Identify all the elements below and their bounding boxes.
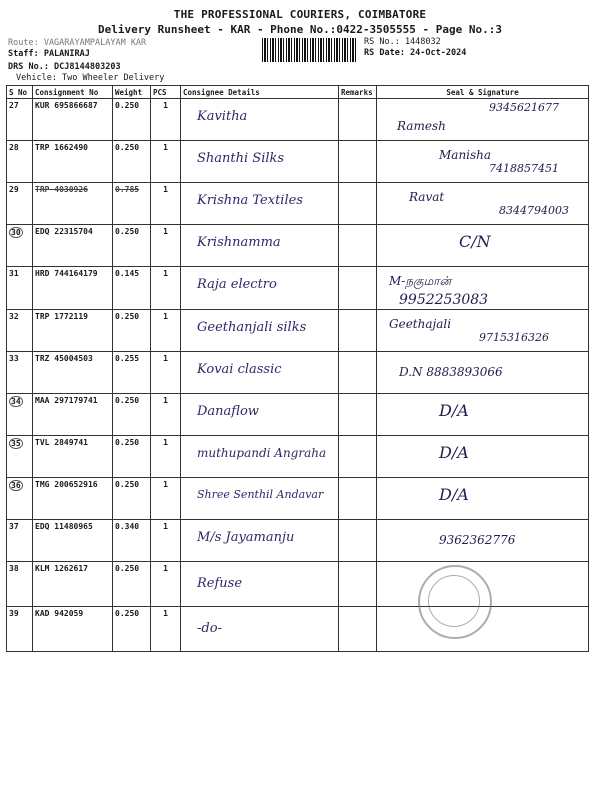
row-signature [377,99,589,141]
company-title: THE PROFESSIONAL COURIERS, COIMBATORE [173,8,427,21]
row-consignee [181,183,339,225]
signature-name: Ramesh [397,119,446,133]
row-sno: 38 [7,562,33,607]
row-remarks [339,352,377,394]
signature-status: D/A [439,485,469,504]
row-consignment: TRP 1772119 [33,310,113,352]
row-pcs: 1 [151,352,181,394]
row-sno: 28 [7,141,33,183]
col-consignment: Consignment No [33,86,113,99]
row-consignment: KAD 942059 [33,607,113,652]
consignee-handwriting: Danaflow [197,404,259,419]
row-signature [377,310,589,352]
drs-number: DRS No.: DCJ8144803203 [8,62,121,72]
table-row [7,225,589,267]
signature-name: Geethajali [389,317,452,331]
signature-phone: 9715316326 [479,331,549,344]
row-pcs: 1 [151,478,181,520]
row-signature [377,394,589,436]
consignee-handwriting: Krishnamma [197,235,281,250]
row-pcs: 1 [151,141,181,183]
row-weight: 0.340 [113,520,151,562]
row-consignee [181,99,339,141]
row-remarks [339,99,377,141]
row-remarks [339,562,377,607]
table-header-row [7,86,589,99]
row-remarks [339,183,377,225]
row-consignment: TRZ 45004503 [33,352,113,394]
row-remarks [339,394,377,436]
consignee-handwriting: Refuse [197,576,243,591]
rs-number: RS No.: 1448032 [364,37,441,47]
route-label: Route: VAGARAYAMPALAYAM KAR [8,38,147,48]
row-consignee [181,141,339,183]
table-row [7,520,589,562]
row-sno: 31 [7,267,33,310]
row-sno-circled: 35 [11,439,21,448]
row-pcs: 1 [151,99,181,141]
row-pcs: 1 [151,267,181,310]
row-sno [7,436,33,478]
row-signature [377,183,589,225]
consignee-handwriting: Shree Senthil Andavar [197,488,324,501]
table-row [7,267,589,310]
row-sno [7,225,33,267]
vehicle-label: Vehicle: Two Wheeler Delivery [16,73,165,83]
row-consignee [181,267,339,310]
col-remarks: Remarks [339,86,377,99]
row-sno: 33 [7,352,33,394]
delivery-table [6,85,589,652]
row-consignment: TMG 200652916 [33,478,113,520]
row-consignee [181,436,339,478]
row-weight: 0.250 [113,607,151,652]
row-consignee [181,520,339,562]
row-remarks [339,141,377,183]
consignee-handwriting: Shanthi Silks [197,151,285,166]
signature-status: C/N [459,232,491,251]
signature-phone: 9345621677 [489,101,559,114]
row-sno: 29 [7,183,33,225]
row-remarks [339,520,377,562]
row-weight: 0.250 [113,478,151,520]
signature-name: Manisha [439,148,492,162]
row-remarks [339,310,377,352]
row-sno: 37 [7,520,33,562]
row-sno-circled: 36 [11,481,21,490]
barcode-icon [262,38,356,62]
row-remarks [339,225,377,267]
row-pcs: 1 [151,520,181,562]
row-pcs: 1 [151,394,181,436]
signature-phone: 9952253083 [399,292,489,308]
signature-name: D.N 8883893066 [399,365,503,379]
row-weight: 0.250 [113,99,151,141]
row-consignment: MAA 297179741 [33,394,113,436]
col-consignee: Consignee Details [181,86,339,99]
row-pcs: 1 [151,607,181,652]
row-signature [377,225,589,267]
row-sno: 39 [7,607,33,652]
consignee-handwriting: Geethanjali silks [197,320,307,335]
consignee-handwriting: M/s Jayamanju [197,530,295,545]
row-consignment: HRD 744164179 [33,267,113,310]
row-sno [7,478,33,520]
row-pcs: 1 [151,310,181,352]
row-weight: 0.250 [113,562,151,607]
row-weight: 0.255 [113,352,151,394]
signature-phone: 9362362776 [439,533,516,547]
signature-phone: 8344794003 [499,204,569,217]
row-consignment: EDQ 22315704 [33,225,113,267]
table-row [7,141,589,183]
table-row [7,183,589,225]
row-weight: 0.250 [113,141,151,183]
company-seal-stamp [418,565,492,639]
row-weight: 0.145 [113,267,151,310]
row-consignee [181,478,339,520]
signature-name: M-நகுமான் [389,274,452,288]
consignee-handwriting: Raja electro [197,277,277,292]
table-row [7,607,589,652]
row-consignment: TRP 1662490 [33,141,113,183]
row-sno-circled: 30 [11,228,21,237]
row-signature [377,267,589,310]
signature-status: D/A [439,443,469,462]
row-consignment: KUR 695866687 [33,99,113,141]
row-pcs: 1 [151,562,181,607]
row-consignee [181,607,339,652]
row-consignment: EDQ 11480965 [33,520,113,562]
row-remarks [339,267,377,310]
row-pcs: 1 [151,225,181,267]
row-sno-circled: 34 [11,397,21,406]
consignee-handwriting: Kovai classic [197,362,282,377]
row-sno: 32 [7,310,33,352]
row-sno [7,394,33,436]
row-weight: 0.250 [113,225,151,267]
row-signature [377,436,589,478]
row-consignment: TVL 2849741 [33,436,113,478]
row-remarks [339,607,377,652]
row-weight: 0.250 [113,310,151,352]
signature-phone: 7418857451 [489,162,559,175]
table-row [7,436,589,478]
consignee-handwriting: Krishna Textiles [197,193,303,208]
row-signature [377,141,589,183]
col-weight: Weight [113,86,151,99]
table-row [7,562,589,607]
col-pcs: PCS [151,86,181,99]
table-row [7,352,589,394]
row-weight: 0.250 [113,394,151,436]
row-signature [377,520,589,562]
table-row [7,478,589,520]
row-pcs: 1 [151,183,181,225]
row-consignment: KLM 1262617 [33,562,113,607]
row-remarks [339,478,377,520]
staff-label: Staff: PALANIRAJ [8,49,90,59]
row-sno: 27 [7,99,33,141]
rs-date: RS Date: 24-Oct-2024 [364,48,467,58]
signature-name: Ravat [409,190,445,204]
col-sno: S No [7,86,33,99]
consignee-handwriting: Kavitha [197,109,248,124]
consignee-handwriting: -do- [197,621,222,636]
col-signature: Seal & Signature [377,86,589,99]
row-consignee [181,225,339,267]
row-signature [377,352,589,394]
row-signature [377,478,589,520]
table-row [7,310,589,352]
consignee-handwriting: muthupandi Angraha [197,446,327,460]
runsheet-subtitle: Delivery Runsheet - KAR - Phone No.:0422-3505555 - Page No.:3 [98,23,502,36]
row-weight: 0.250 [113,436,151,478]
row-consignee [181,310,339,352]
row-consignee [181,352,339,394]
row-consignment: TRP 4030926 [33,183,113,225]
row-consignee [181,394,339,436]
signature-status: D/A [439,401,469,420]
row-pcs: 1 [151,436,181,478]
table-row [7,394,589,436]
row-weight: 0.785 [113,183,151,225]
seal-inner-ring [428,575,480,627]
row-remarks [339,436,377,478]
table-row [7,99,589,141]
row-consignee [181,562,339,607]
